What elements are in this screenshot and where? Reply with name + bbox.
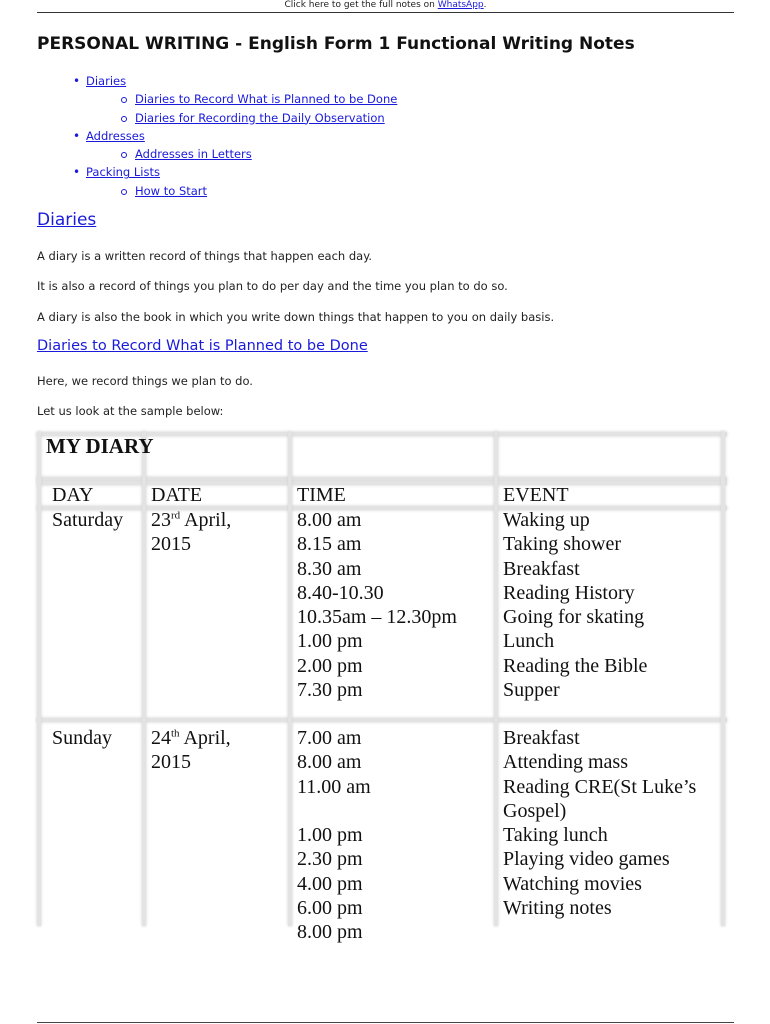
paragraph: Let us look at the sample below: <box>37 404 224 418</box>
time-entry: 8.00 am <box>297 751 362 774</box>
time-entry: 8.15 am <box>297 533 362 556</box>
whatsapp-banner <box>37 0 734 13</box>
event-entry: Gospel) <box>503 799 567 822</box>
toc-item-how-to-start <box>37 182 397 200</box>
time-entry: 1.00 pm <box>297 630 363 653</box>
section-heading <box>37 210 96 230</box>
date-number: 24 <box>151 727 171 749</box>
event-entry: Lunch <box>503 630 555 653</box>
toc-item-packing-lists <box>37 163 397 181</box>
toc-item-diaries-daily <box>37 109 397 127</box>
time-entry: 8.30 am <box>297 557 362 580</box>
time-cell <box>297 726 371 945</box>
whatsapp-link[interactable]: WhatsApp <box>437 0 484 10</box>
date-line <box>151 726 231 750</box>
date-cell <box>151 508 231 557</box>
date-year: 2015 <box>151 751 191 774</box>
event-entry: Breakfast <box>503 557 580 580</box>
diary-title: MY DIARY <box>46 434 154 458</box>
time-entry: 10.35am – 12.30pm <box>297 606 457 629</box>
date-number: 23 <box>151 509 171 531</box>
toc-item-addresses <box>37 127 397 145</box>
time-entry: 11.00 am <box>297 775 371 798</box>
header-date: DATE <box>151 484 203 506</box>
event-entry: Waking up <box>503 509 590 531</box>
date-month: April, <box>179 727 231 749</box>
event-entry: Taking shower <box>503 533 622 556</box>
toc-item-addresses-letters <box>37 145 397 163</box>
time-entry: 6.00 pm <box>297 897 363 920</box>
event-entry: Reading CRE(St Luke’s <box>503 775 697 798</box>
time-entry: 8.00 pm <box>297 921 363 944</box>
event-entry: Playing video games <box>503 848 670 871</box>
paragraph: Here, we record things we plan to do. <box>37 374 253 388</box>
page-divider <box>37 1022 734 1023</box>
date-cell <box>151 726 231 775</box>
table-border <box>37 482 727 485</box>
table-border <box>494 432 498 926</box>
time-entry <box>297 799 371 823</box>
date-suffix: rd <box>171 509 181 522</box>
event-entry: Attending mass <box>503 751 628 774</box>
table-border <box>37 477 727 481</box>
event-entry: Going for skating <box>503 606 645 629</box>
event-entry: Reading the Bible <box>503 654 648 677</box>
event-entry: Supper <box>503 679 560 702</box>
time-entry: 8.00 am <box>297 509 362 531</box>
paragraph: A diary is a written record of things that happen each day. <box>37 249 373 263</box>
time-entry: 1.00 pm <box>297 824 363 847</box>
toc-link[interactable]: How to Start <box>135 183 208 198</box>
time-cell <box>297 508 457 702</box>
time-entry: 8.40-10.30 <box>297 581 384 604</box>
day-cell <box>52 726 112 750</box>
date-suffix: th <box>171 727 180 740</box>
header-time: TIME <box>297 484 346 506</box>
toc-item-diaries-planned <box>37 90 397 108</box>
table-border <box>37 718 727 722</box>
table-border <box>37 432 41 926</box>
event-entry: Writing notes <box>503 897 612 920</box>
day-name: Sunday <box>52 727 112 749</box>
table-border <box>721 432 725 926</box>
banner-prefix: Click here to get the full notes on <box>284 0 438 10</box>
sub-heading <box>37 338 368 354</box>
toc-link[interactable]: Diaries for Recording the Daily Observation <box>135 110 385 125</box>
toc-link[interactable]: Diaries to Record What is Planned to be Done <box>135 92 398 107</box>
toc-link[interactable]: Packing Lists <box>86 165 160 180</box>
header-event: EVENT <box>503 484 569 506</box>
page-title: PERSONAL WRITING - English Form 1 Functional Writing Notes <box>37 34 635 54</box>
toc-item-diaries <box>37 72 397 90</box>
date-month: April, <box>180 509 232 531</box>
event-entry: Taking lunch <box>503 824 608 847</box>
header-day: DAY <box>52 484 94 506</box>
diary-sample-image <box>37 432 727 944</box>
event-cell <box>503 726 696 920</box>
sub-heading-link[interactable]: Diaries to Record What is Planned to be Done <box>37 338 368 354</box>
paragraph: A diary is also the book in which you write down things that happen to you on daily basis. <box>37 310 555 324</box>
table-of-contents <box>37 72 397 200</box>
day-cell <box>52 508 123 532</box>
time-entry: 7.00 am <box>297 727 362 749</box>
paragraph: It is also a record of things you plan to do per day and the time you plan to do so. <box>37 279 508 293</box>
event-entry: Watching movies <box>503 872 642 895</box>
table-border <box>142 432 146 926</box>
time-entry: 4.00 pm <box>297 872 363 895</box>
toc-link[interactable]: Addresses in Letters <box>135 147 252 162</box>
event-cell <box>503 508 647 702</box>
date-line <box>151 508 231 532</box>
banner-suffix: . <box>483 0 487 10</box>
time-entry: 2.00 pm <box>297 654 363 677</box>
time-entry: 7.30 pm <box>297 679 363 702</box>
date-year: 2015 <box>151 533 191 556</box>
toc-link[interactable]: Diaries <box>86 74 127 88</box>
day-name: Saturday <box>52 509 124 531</box>
toc-link[interactable]: Addresses <box>86 128 145 143</box>
event-entry: Reading History <box>503 581 635 604</box>
time-entry: 2.30 pm <box>297 848 363 871</box>
event-entry: Breakfast <box>503 727 580 749</box>
section-heading-link[interactable]: Diaries <box>37 210 97 230</box>
table-border <box>288 432 292 926</box>
